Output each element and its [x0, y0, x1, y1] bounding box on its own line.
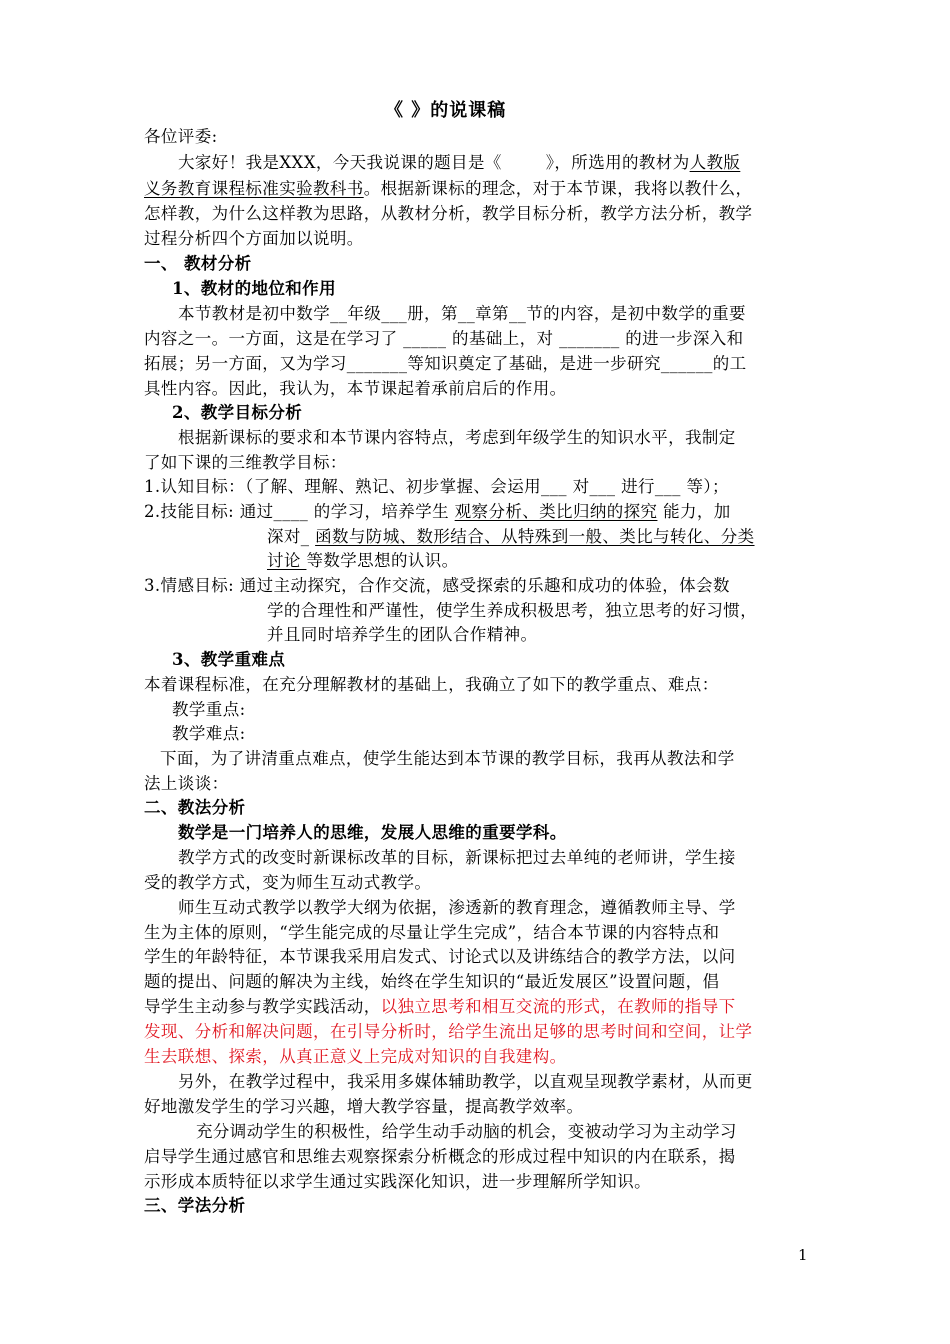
transition-line-1: 下面，为了讲清重点难点，使学生能达到本节课的教学目标，我再从教法和学	[160, 749, 735, 768]
para-2c-line-2: 好地激发学生的学习兴趣，增大教学容量，提高教学效率。	[144, 1097, 584, 1116]
goal-cognitive: 1.认知目标：（了解、理解、熟记、初步掌握、会运用___ 对___ 进行___ 等）；	[144, 477, 729, 496]
goals-intro-line-1: 根据新课标的要求和本节课内容特点，考虑到年级学生的知识水平，我制定	[178, 428, 736, 447]
goal-skill-line-1: 2.技能目标: 通过____ 的学习，培养学生 观察分析、类比归纳的探究 能力，加	[144, 502, 731, 521]
para-2b-line-6: 发现、分析和解决问题，在引导分析时，给学生流出足够的思考时间和空间，让学	[144, 1022, 753, 1041]
transition-line-2: 法上谈谈：	[144, 774, 229, 793]
subheading-1-1: 1、教材的地位和作用	[172, 279, 336, 298]
para-2c-line-1: 另外，在教学过程中，我采用多媒体辅助教学，以直观呈现教学素材，从而更	[178, 1072, 753, 1091]
intro-line-1: 大家好！我是XXX，今天我说课的题目是《 》，所选用的教材为人教版	[178, 153, 741, 172]
section-heading-3: 三、学法分析	[144, 1196, 246, 1215]
keypoints-intro: 本着课程标准，在充分理解教材的基础上，我确立了如下的教学重点、难点：	[144, 675, 719, 694]
para-2b-line-3: 学生的年龄特征，本节课我采用启发式、讨论式以及讲练结合的教学方法，以问	[144, 947, 736, 966]
para-1-line-1: 本节教材是初中数学__年级___册，第__章第__节的内容，是初中数学的重要	[178, 304, 746, 323]
section-heading-1: 一、 教材分析	[144, 254, 252, 273]
para-2d-line-3: 示形成本质特征以求学生通过实践深化知识，进一步理解所学知识。	[144, 1172, 651, 1191]
para-2a-line-1: 教学方式的改变时新课标改革的目标，新课标把过去单纯的老师讲，学生接	[178, 848, 736, 867]
key-point-label: 教学重点:	[172, 700, 246, 719]
section-heading-2: 二、教法分析	[144, 798, 246, 817]
para-1-line-2: 内容之一。一方面，这是在学习了 _____ 的基础上，对 _______ 的进一步深入和	[144, 329, 744, 348]
goal-affective-line-1: 3.情感目标: 通过主动探究，合作交流，感受探索的乐趣和成功的体验，体会数	[144, 576, 730, 595]
para-1-line-4: 具性内容。因此，我认为，本节课起着承前启后的作用。	[144, 379, 567, 398]
document-title: 《 》的说课稿	[385, 100, 507, 121]
greeting: 各位评委:	[144, 127, 218, 146]
goal-affective-line-3: 并且同时培养学生的团队合作精神。	[267, 625, 538, 644]
goal-skill-line-3: 讨论 等数学思想的认识。	[267, 551, 459, 570]
subheading-1-2: 2、教学目标分析	[172, 403, 303, 422]
para-2d-line-2: 启导学生通过感官和思维去观察探索分析概念的形成过程中知识的内在联系，揭	[144, 1147, 736, 1166]
para-2b-line-7: 生去联想、探索，从真正意义上完成对知识的自我建构。	[144, 1047, 567, 1066]
subheading-1-3: 3、教学重难点	[172, 650, 286, 669]
para-2b-line-2: 生为主体的原则，“学生能完成的尽量让学生完成”，结合本节课的内容特点和	[144, 923, 720, 942]
para-1-line-3: 拓展；另一方面，又为学习_______等知识奠定了基础，是进一步研究______的工	[144, 354, 747, 373]
para-2b-line-1: 师生互动式教学以教学大纲为依据，渗透新的教育理念，遵循教师主导、学	[178, 898, 736, 917]
para-2a-line-2: 受的教学方式，变为师生互动式教学。	[144, 873, 432, 892]
difficult-point-label: 教学难点:	[172, 724, 246, 743]
para-2b-line-5: 导学生主动参与教学实践活动，以独立思考和相互交流的形式，在教师的指导下	[144, 997, 736, 1016]
para-2b-line-4: 题的提出、问题的解决为主线，始终在学生知识的“最近发展区”设置问题，倡	[144, 972, 720, 991]
intro-line-3: 怎样教，为什么这样教为思路，从教材分析，教学目标分析，教学方法分析，教学	[144, 204, 753, 223]
para-2d-line-1: 充分调动学生的积极性，给学生动手动脑的机会，变被动学习为主动学习	[196, 1122, 737, 1141]
bold-statement: 数学是一门培养人的思维，发展人思维的重要学科。	[178, 823, 567, 842]
intro-line-4: 过程分析四个方面加以说明。	[144, 229, 364, 248]
intro-line-2: 义务教育课程标准实验教科书。根据新课标的理念，对于本节课，我将以教什么，	[144, 179, 753, 198]
goals-intro-line-2: 了如下课的三维教学目标：	[144, 453, 347, 472]
page-number: 1	[798, 1246, 808, 1264]
goal-skill-line-2: 深对_ 函数与防城、数形结合、从特殊到一般、类比与转化、分类	[267, 527, 755, 546]
goal-affective-line-2: 学的合理性和严谨性，使学生养成积极思考，独立思考的好习惯，	[267, 601, 758, 620]
